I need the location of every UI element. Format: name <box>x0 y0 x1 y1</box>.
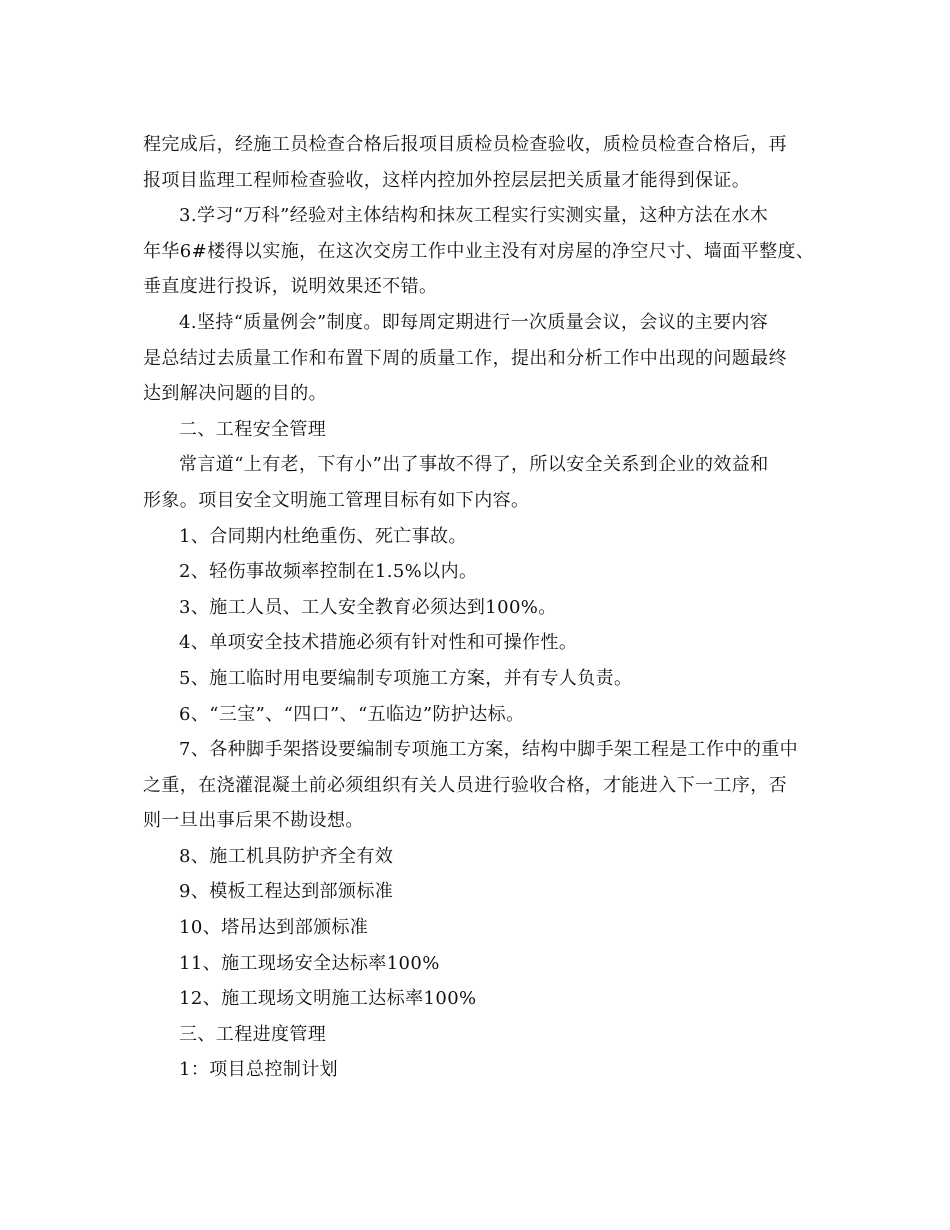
text-line: 之重，在浇灌混凝土前必须组织有关人员进行验收合格，才能进入下一工序，否 <box>143 774 787 796</box>
text-line: 常言道“上有老，下有小”出了事故不得了，所以安全关系到企业的效益和 <box>179 454 769 476</box>
text-line: 形象。项目安全文明施工管理目标有如下内容。 <box>143 489 530 511</box>
text-line: 2、轻伤事故频率控制在1.5%以内。 <box>179 561 478 583</box>
text-line: 年华6#楼得以实施，在这次交房工作中业主没有对房屋的净空尺寸、墙面平整度、 <box>143 240 815 262</box>
text-line: 是总结过去质量工作和布置下周的质量工作，提出和分析工作中出现的问题最终 <box>143 347 787 369</box>
text-line: 11、施工现场安全达标率100% <box>179 952 440 974</box>
text-line: 则一旦出事后果不勘设想。 <box>143 810 364 832</box>
text-line: 1：项目总控制计划 <box>179 1059 339 1081</box>
text-line: 报项目监理工程师检查验收，这样内控加外控层层把关质量才能得到保证。 <box>143 169 751 191</box>
text-line: 3.学习“万科”经验对主体结构和抹灰工程实行实测实量，这种方法在水木 <box>179 205 769 227</box>
text-line: 9、模板工程达到部颁标准 <box>179 881 394 903</box>
text-line: 4.坚持“质量例会”制度。即每周定期进行一次质量会议，会议的主要内容 <box>179 311 769 333</box>
text-line: 程完成后，经施工员检查合格后报项目质检员检查验收，质检员检查合格后，再 <box>143 134 787 155</box>
text-line: 4、单项安全技术措施必须有针对性和可操作性。 <box>179 632 578 654</box>
text-line: 二、工程安全管理 <box>179 418 327 440</box>
text-line: 1、合同期内杜绝重伤、死亡事故。 <box>179 525 467 547</box>
text-line: 三、工程进度管理 <box>179 1023 327 1045</box>
text-line: 达到解决问题的目的。 <box>143 383 327 405</box>
text-line: 5、施工临时用电要编制专项施工方案，并有专人负责。 <box>179 667 633 689</box>
text-line: 垂直度进行投诉，说明效果还不错。 <box>143 276 438 298</box>
text-line: 7、各种脚手架搭设要编制专项施工方案，结构中脚手架工程是工作中的重中 <box>179 739 799 761</box>
text-line: 10、塔吊达到部颁标准 <box>179 917 369 939</box>
text-line: 8、施工机具防护齐全有效 <box>179 845 394 867</box>
text-line: 6、“三宝”、“四口”、“五临边”防护达标。 <box>179 703 525 725</box>
document-body <box>143 127 818 1088</box>
text-line: 3、施工人员、工人安全教育必须达到100%。 <box>179 596 557 618</box>
text-line: 12、施工现场文明施工达标率100% <box>179 988 477 1010</box>
